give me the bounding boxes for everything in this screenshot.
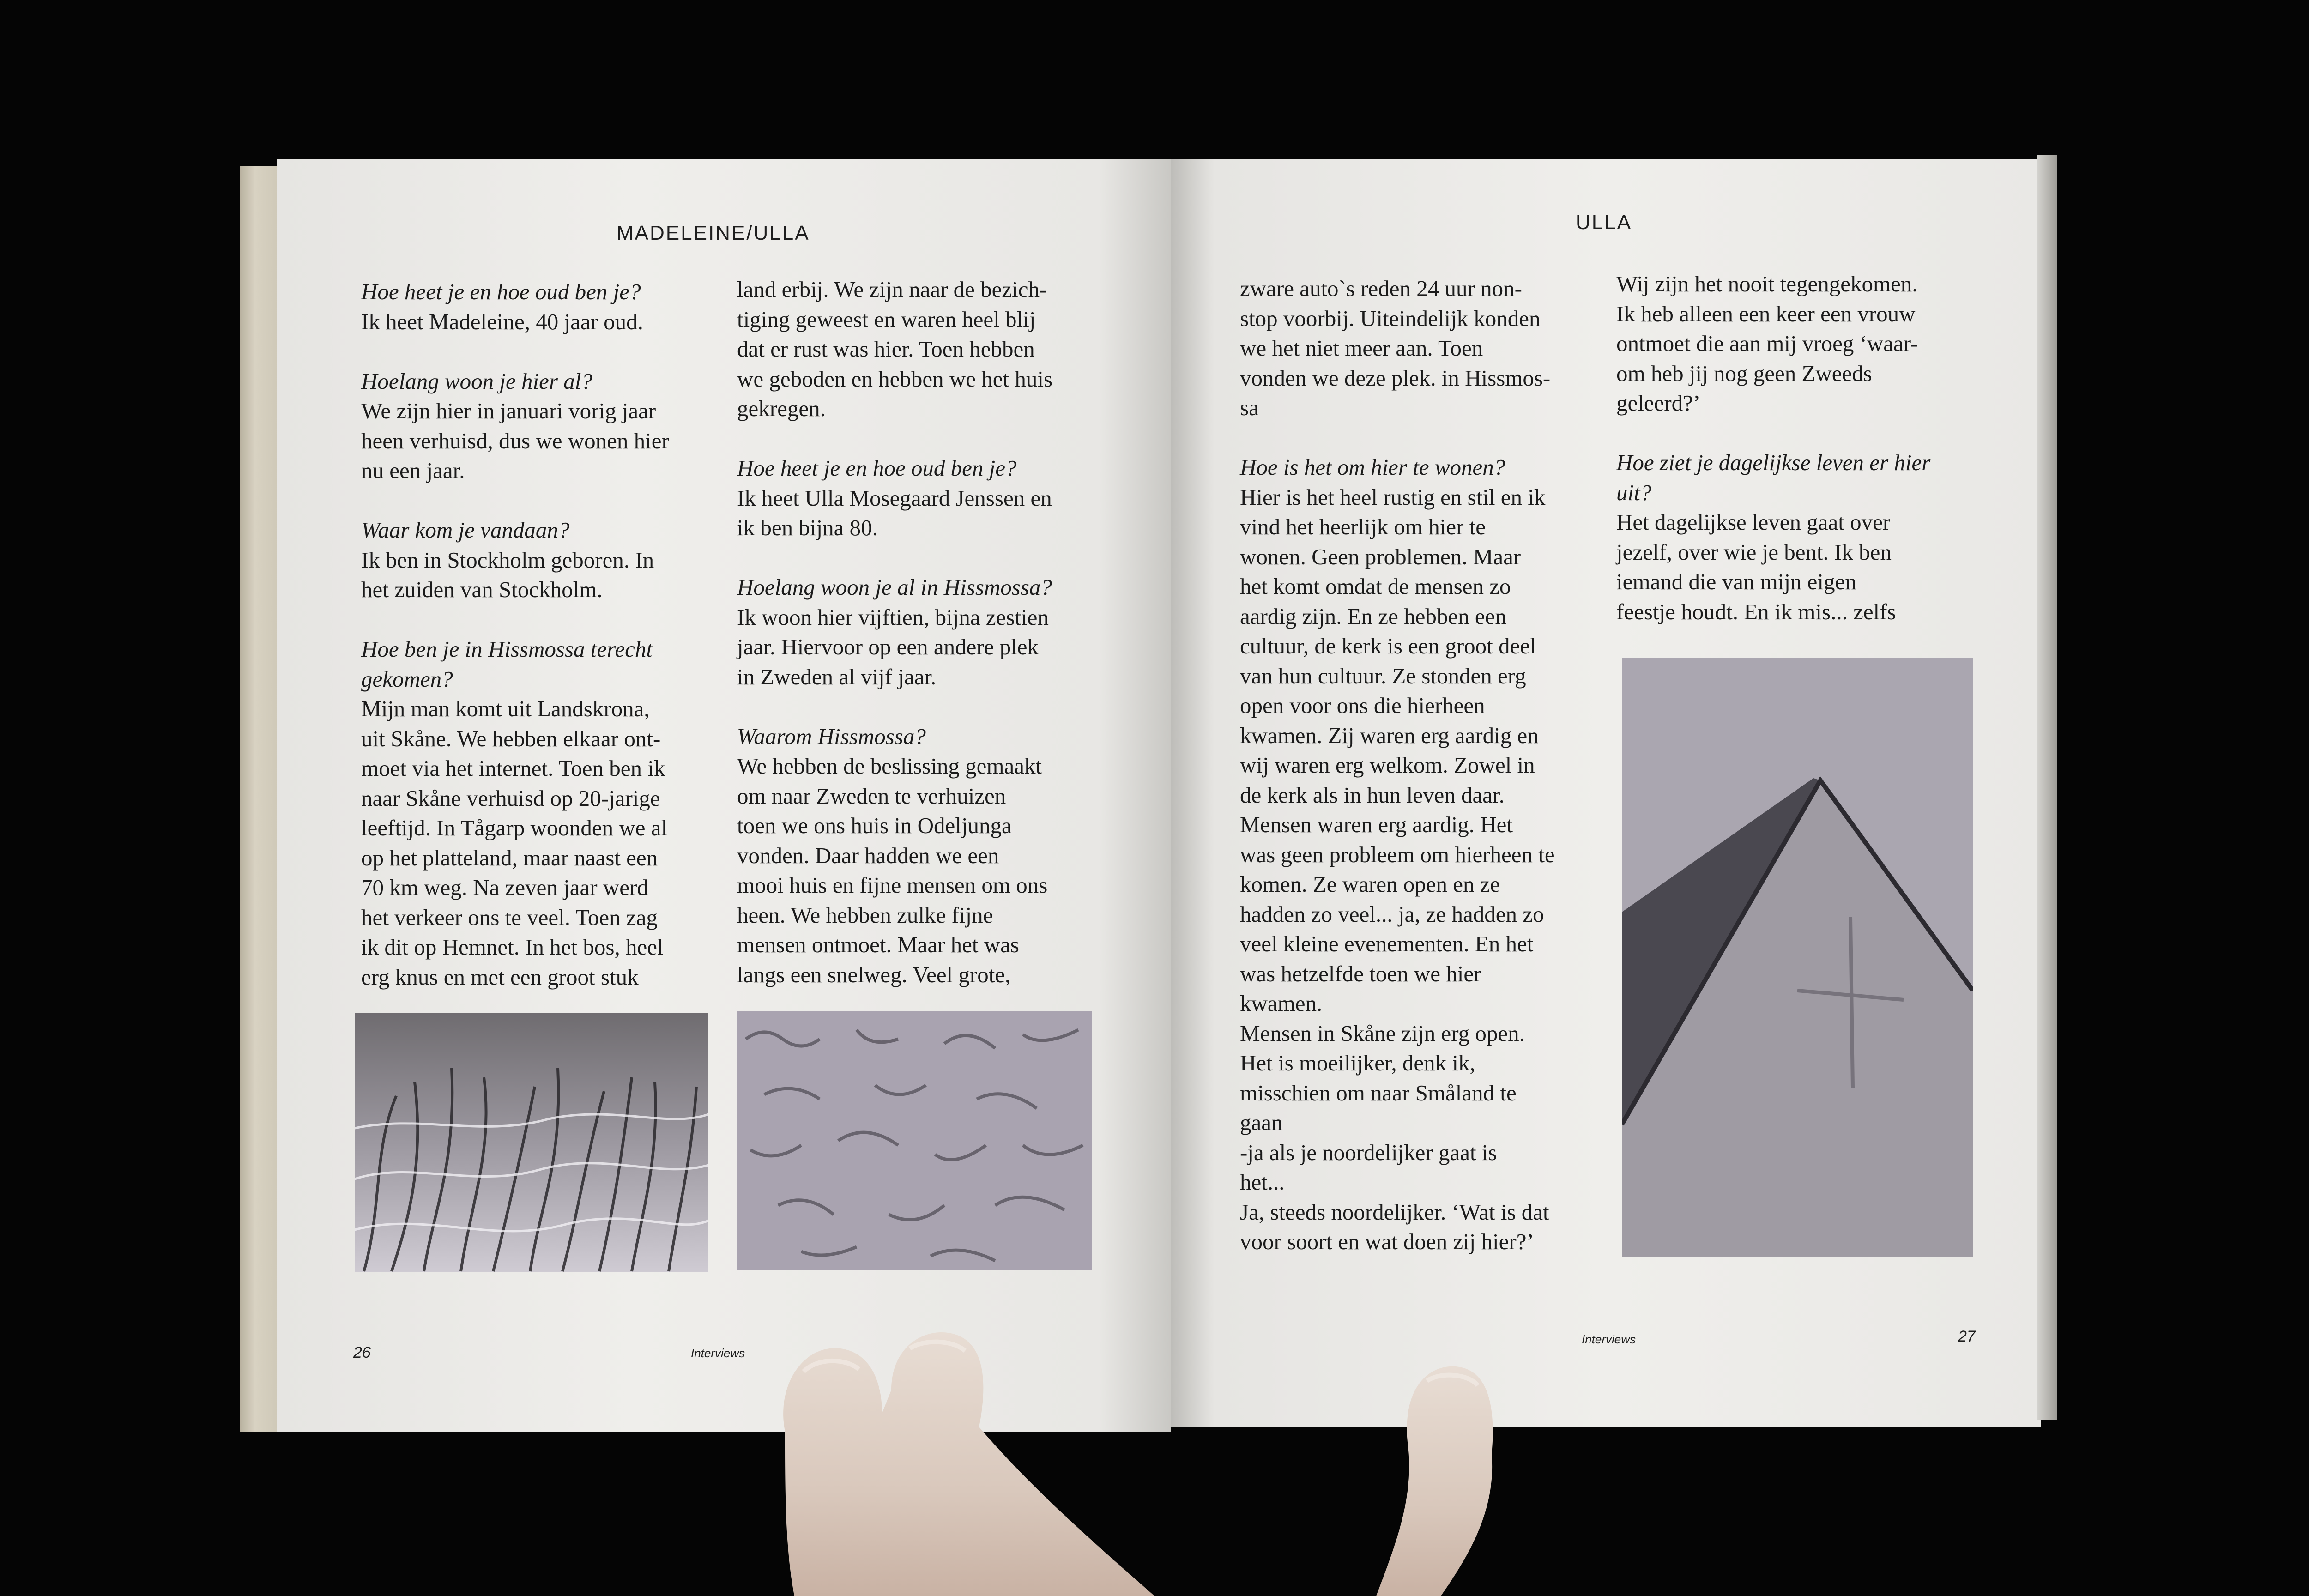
interview-answer-line: mooi huis en fijne mensen om ons (737, 872, 1048, 898)
interview-answer-line: -ja als je noordelijker gaat is (1240, 1139, 1497, 1165)
interview-answer-line: we geboden en hebben we het huis (737, 366, 1053, 392)
right-page-footer: Interviews (1582, 1332, 1636, 1346)
left-column-2 (737, 275, 1052, 990)
interview-answer-line: open voor ons die hierheen (1240, 693, 1485, 718)
interview-question-line: Waarom Hissmossa? (737, 723, 926, 749)
left-page-footer: Interviews (691, 1346, 745, 1360)
paragraph-spacer (361, 486, 669, 516)
interview-answer-line: aardig zijn. En ze hebben een (1240, 603, 1506, 629)
snow-ground-image (737, 1011, 1092, 1270)
interview-answer-line: Mijn man komt uit Landskrona, (361, 696, 650, 721)
interview-answer-line: stop voorbij. Uiteindelijk konden (1240, 305, 1541, 331)
paragraph-spacer (737, 692, 1052, 722)
interview-answer-line: Ik woon hier vijftien, bijna zestien (737, 604, 1049, 630)
interview-answer-line: Hier is het heel rustig en stil en ik (1240, 484, 1546, 510)
paragraph-spacer (1616, 418, 1930, 448)
interview-answer-line: feestje houdt. En ik mis... zelfs (1616, 598, 1896, 624)
interview-answer-line: heen verhuisd, dus we wonen hier (361, 428, 669, 453)
interview-question-line: Waar kom je vandaan? (361, 517, 570, 543)
interview-answer-line: het verkeer ons te veel. Toen zag (361, 904, 658, 930)
paragraph-spacer (361, 337, 669, 367)
interview-answer-line: was geen probleem om hierheen te (1240, 841, 1555, 867)
photo-church-roof (1622, 658, 1973, 1257)
interview-answer-line: Het dagelijkse leven gaat over (1616, 509, 1891, 535)
interview-question-line: Hoe ziet je dagelijkse leven er hier (1616, 450, 1931, 475)
interview-answer-line: sa (1240, 395, 1259, 420)
interview-answer-line: naar Skåne verhuisd op 20-jarige (361, 785, 660, 811)
interview-answer-line: iemand die van mijn eigen (1616, 569, 1856, 594)
paragraph-spacer (737, 424, 1052, 454)
interview-answer-line: jaar. Hiervoor op een andere plek (737, 634, 1039, 659)
interview-answer-line: wij waren erg welkom. Zowel in (1240, 752, 1535, 778)
interview-answer-line: op het platteland, maar naast een (361, 845, 658, 871)
interview-answer-line: Wij zijn het nooit tegengekomen. (1616, 271, 1918, 296)
interview-answer-line: gekregen. (737, 396, 826, 421)
right-column-2 (1616, 269, 1930, 627)
interview-answer-line: kwamen. (1240, 991, 1323, 1016)
interview-answer-line: heen. We hebben zulke fijne (737, 902, 993, 928)
interview-question-line: Hoe ben je in Hissmossa terecht (361, 636, 653, 662)
interview-question-line: Hoe is het om hier te wonen? (1240, 454, 1505, 480)
interview-answer-line: moet via het internet. Toen ben ik (361, 756, 665, 781)
left-page-header: MADELEINE/ULLA (617, 222, 810, 244)
interview-answer-line: leeftijd. In Tågarp woonden we al (361, 815, 668, 840)
interview-answer-line: komen. Ze waren open en ze (1240, 871, 1500, 897)
interview-answer-line: het zuiden van Stockholm. (361, 577, 603, 602)
interview-answer-line: om heb jij nog geen Zweeds (1616, 360, 1872, 386)
interview-answer-line: zware auto`s reden 24 uur non- (1240, 276, 1522, 301)
interview-answer-line: mensen ontmoet. Maar het was (737, 932, 1019, 957)
interview-answer-line: uit Skåne. We hebben elkaar ont- (361, 725, 661, 751)
interview-answer-line: cultuur, de kerk is een groot deel (1240, 633, 1536, 659)
snow-branches-image (355, 1013, 708, 1272)
paragraph-spacer (361, 605, 669, 635)
interview-question-line: Hoelang woon je al in Hissmossa? (737, 574, 1052, 600)
interview-answer-line: kwamen. Zij waren erg aardig en (1240, 722, 1539, 748)
interview-answer-line: om naar Zweden te verhuizen (737, 783, 1006, 809)
interview-answer-line: nu een jaar. (361, 458, 465, 483)
interview-answer-line: tiging geweest en waren heel blij (737, 306, 1036, 332)
interview-answer-line: vonden. Daar hadden we een (737, 842, 999, 868)
interview-answer-line: langs een snelweg. Veel grote, (737, 961, 1011, 987)
book-spine-edge (240, 166, 277, 1432)
interview-answer-line: 70 km weg. Na zeven jaar werd (361, 875, 648, 900)
right-page-number: 27 (1958, 1328, 1976, 1345)
paragraph-spacer (1240, 423, 1555, 453)
interview-answer-line: Ik heet Madeleine, 40 jaar oud. (361, 308, 643, 334)
right-column-1 (1240, 274, 1555, 1257)
interview-question-line: gekomen? (361, 666, 453, 692)
interview-answer-line: misschien om naar Småland te (1240, 1080, 1517, 1106)
paragraph-spacer (737, 543, 1052, 573)
interview-answer-line: land erbij. We zijn naar de bezich- (737, 277, 1047, 302)
interview-answer-line: We hebben de beslissing gemaakt (737, 753, 1042, 779)
left-page-number: 26 (353, 1344, 371, 1361)
interview-answer-line: Het is moeilijker, denk ik, (1240, 1050, 1475, 1076)
interview-question-line: Hoe heet je en hoe oud ben je? (737, 455, 1017, 481)
interview-answer-line: veel kleine evenementen. En het (1240, 931, 1534, 956)
interview-answer-line: in Zweden al vijf jaar. (737, 664, 937, 689)
interview-answer-line: de kerk als in hun leven daar. (1240, 782, 1505, 808)
interview-answer-line: ik ben bijna 80. (737, 515, 878, 540)
interview-answer-line: dat er rust was hier. Toen hebben (737, 336, 1035, 362)
interview-answer-line: het... (1240, 1169, 1285, 1195)
interview-answer-line: Mensen in Skåne zijn erg open. (1240, 1020, 1525, 1046)
interview-answer-line: gaan (1240, 1110, 1283, 1135)
interview-answer-line: wonen. Geen problemen. Maar (1240, 544, 1521, 569)
interview-answer-line: we het niet meer aan. Toen (1240, 335, 1483, 361)
interview-answer-line: van hun cultuur. Ze stonden erg (1240, 663, 1526, 689)
interview-answer-line: ontmoet die aan mij vroeg ‘waar- (1616, 331, 1918, 356)
interview-question-line: Hoe heet je en hoe oud ben je? (361, 279, 641, 304)
interview-answer-line: geleerd?’ (1616, 390, 1701, 416)
interview-answer-line: hadden zo veel... ja, ze hadden zo (1240, 901, 1544, 927)
right-page-header: ULLA (1576, 211, 1632, 234)
left-column-1 (361, 277, 669, 992)
interview-question-line: uit? (1616, 479, 1652, 505)
interview-answer-line: toen we ons huis in Odeljunga (737, 813, 1012, 838)
interview-answer-line: ik dit op Hemnet. In het bos, heel (361, 934, 664, 960)
interview-answer-line: Ik ben in Stockholm geboren. In (361, 547, 654, 573)
interview-question-line: Hoelang woon je hier al? (361, 368, 592, 394)
left-page (277, 159, 1171, 1432)
photo-snow-ground (737, 1011, 1092, 1270)
interview-answer-line: het komt omdat de mensen zo (1240, 574, 1511, 599)
church-roof-image (1622, 658, 1973, 1257)
interview-answer-line: Ja, steeds noordelijker. ‘Wat is dat (1240, 1199, 1549, 1225)
interview-answer-line: We zijn hier in januari vorig jaar (361, 398, 656, 423)
holding-hand (776, 1316, 1561, 1596)
interview-answer-line: jezelf, over wie je bent. Ik ben (1616, 539, 1892, 565)
interview-answer-line: Ik heet Ulla Mosegaard Jenssen en (737, 485, 1052, 511)
interview-answer-line: vind het heerlijk om hier te (1240, 514, 1486, 539)
photo-snow-branches (355, 1013, 708, 1272)
interview-answer-line: Mensen waren erg aardig. Het (1240, 812, 1513, 837)
interview-answer-line: vonden we deze plek. in Hissmos- (1240, 365, 1551, 391)
right-page (1171, 159, 2041, 1427)
interview-answer-line: voor soort en wat doen zij hier?’ (1240, 1229, 1534, 1254)
book-fore-edge (2037, 155, 2057, 1420)
interview-answer-line: Ik heb alleen een keer een vrouw (1616, 301, 1916, 326)
interview-answer-line: was hetzelfde toen we hier (1240, 961, 1481, 986)
interview-answer-line: erg knus en met een groot stuk (361, 964, 639, 990)
